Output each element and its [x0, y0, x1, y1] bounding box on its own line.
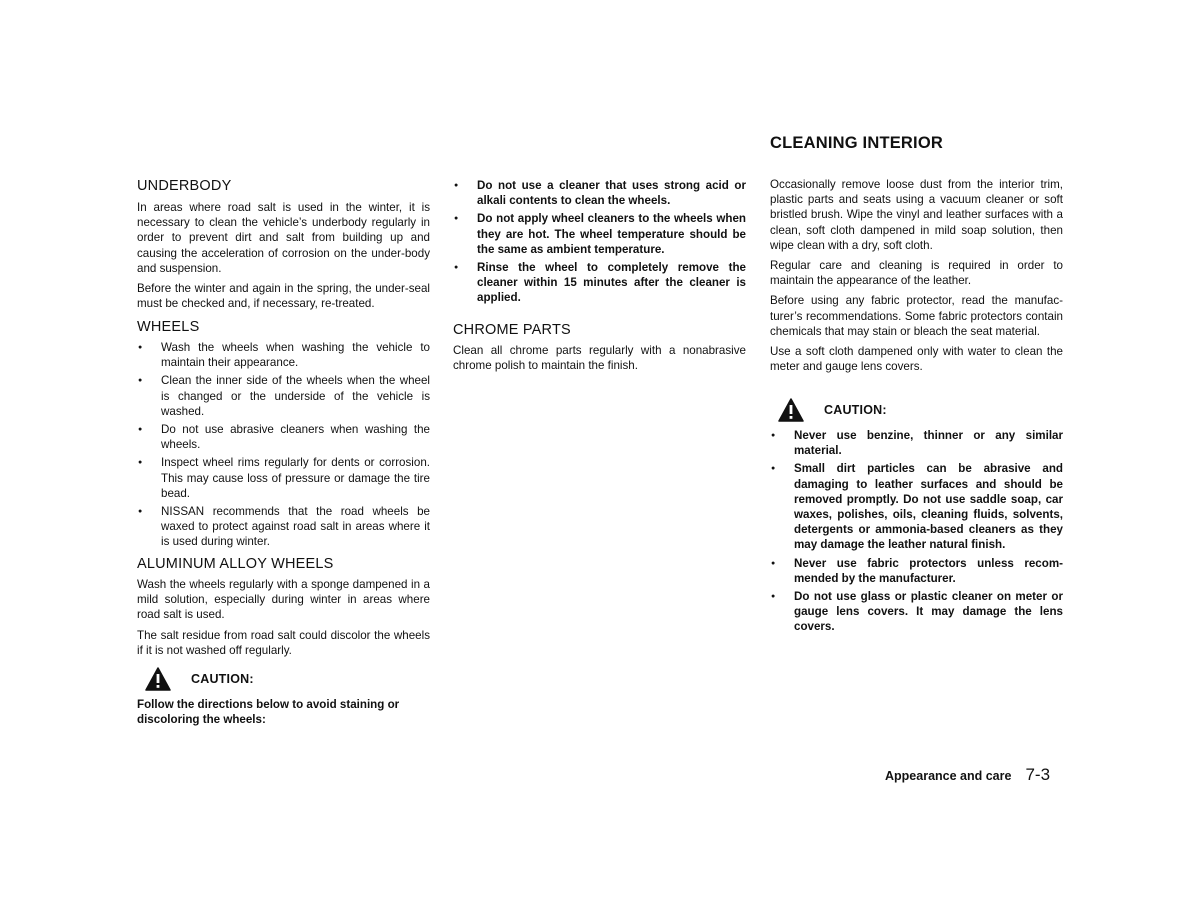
caution-list-block — [770, 428, 1063, 638]
interior-paragraph: Occasionally remove loose dust from the interior trim, plastic parts and seats using a vacuum cleaner or soft bristled brush. Wipe the vinyl and leather surfaces with a clean, soft cloth dampened in mild soap solution, then wipe clean with a dry, soft cloth. — [770, 178, 1063, 252]
chrome-heading: CHROME PARTS — [453, 322, 571, 338]
list-item: ● Do not use a cleaner that uses strong acid or alkali contents to clean the wheels. — [453, 178, 746, 208]
warning-triangle-icon — [778, 398, 804, 422]
alloy-paragraph: Wash the wheels regularly with a sponge dampened in a mild solution, especially during winter in areas where road salt is used. — [137, 578, 430, 622]
list-item: ● Do not use glass or plastic cleaner on meter or gauge lens covers. It may damage the lens covers. — [770, 589, 1063, 635]
chrome-section — [453, 321, 746, 378]
section-name: Appearance and care — [885, 769, 1012, 783]
underbody-heading: UNDERBODY — [137, 178, 232, 194]
warning-triangle-icon — [145, 667, 171, 691]
cleaning-interior-body — [770, 177, 1063, 379]
page-footer — [885, 765, 1050, 785]
list-item: ● Small dirt particles can be abrasive and damaging to leather surfaces and should be removed promptly. Do not use saddle soap, car waxes, polishes, oils, cleaning fluids, solvents, detergents or ammonia-based cleaners as they may damage the leather natural finish. — [770, 461, 1063, 552]
caution-header — [770, 398, 1063, 422]
wheels-section — [137, 318, 430, 553]
caution-label: CAUTION: — [824, 403, 887, 417]
chrome-paragraph: Clean all chrome parts regularly with a nonabrasive chrome polish to maintain the finish. — [453, 344, 746, 373]
underbody-section — [137, 177, 430, 316]
alloy-paragraph: The salt residue from road salt could discolor the wheels if it is not washed off regularly. — [137, 628, 430, 657]
wheels-list — [137, 340, 430, 550]
caution-text: Follow the directions below to avoid staining or discoloring the wheels: — [137, 698, 400, 727]
list-item: ● Wash the wheels when washing the vehicle to maintain their appearance. — [137, 340, 430, 370]
list-item: ● Rinse the wheel to completely remove the cleaner within 15 minutes after the cleaner is applied. — [453, 260, 746, 306]
list-item: ● Inspect wheel rims regularly for dents or corrosion. This may cause loss of pressure or damage the tire bead. — [137, 455, 430, 501]
wheels-heading: WHEELS — [137, 319, 200, 335]
interior-paragraph: Use a soft cloth dampened only with water to clean the meter and gauge lens covers. — [770, 345, 1063, 374]
list-item: ● NISSAN recommends that the road wheels be waxed to protect against road salt in areas where it is used during winter. — [137, 504, 430, 550]
caution-header — [137, 667, 430, 691]
list-item: ● Never use benzine, thinner or any similar material. — [770, 428, 1063, 458]
alloy-section — [137, 555, 430, 663]
wheel-cleaner-list-block — [453, 178, 746, 309]
caution-list — [770, 428, 1063, 635]
section-title: CLEANING INTERIOR — [770, 134, 943, 152]
underbody-paragraph: Before the winter and again in the spring, the under-seal must be checked and, if necessary, re-treated. — [137, 282, 430, 311]
wheel-cleaner-list — [453, 178, 746, 306]
list-item: ● Never use fabric protectors unless recom-mended by the manufacturer. — [770, 556, 1063, 586]
interior-paragraph: Before using any fabric protector, read the manufac-turer’s recommendations. Some fabric protectors contain chemicals that may stain or bleach the seat material. — [770, 294, 1063, 338]
cleaning-interior-heading-block — [770, 134, 1063, 153]
list-item: ● Clean the inner side of the wheels when the wheel is changed or the underside of the vehicle is washed. — [137, 373, 430, 419]
list-item: ● Do not use abrasive cleaners when washing the wheels. — [137, 422, 430, 452]
page-number: 7-3 — [1025, 765, 1051, 784]
caution-text-block — [137, 697, 430, 727]
alloy-heading: ALUMINUM ALLOY WHEELS — [137, 556, 334, 572]
underbody-paragraph: In areas where road salt is used in the winter, it is necessary to clean the vehicle’s underbody regularly in order to prevent dirt and salt from building up and causing the acceleration of corrosion on the under-body and suspension. — [137, 201, 430, 275]
caution-label: CAUTION: — [191, 672, 254, 686]
list-item: ● Do not apply wheel cleaners to the wheels when they are hot. The wheel temperature should be the same as ambient temperature. — [453, 211, 746, 257]
interior-paragraph: Regular care and cleaning is required in order to maintain the appearance of the leather. — [770, 259, 1063, 288]
